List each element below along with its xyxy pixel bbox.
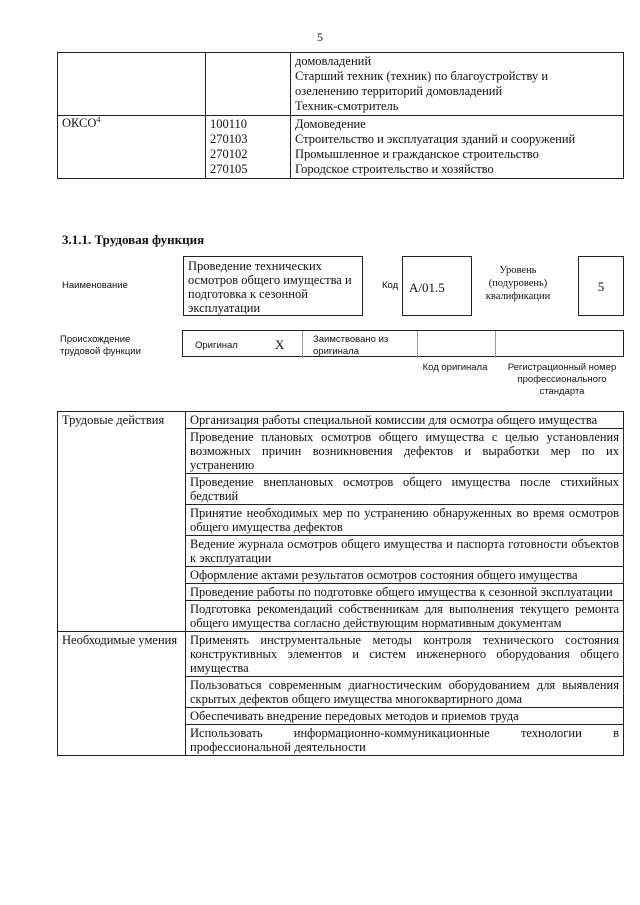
labor-action-item: Проведение внеплановых осмотров общего имущества после стихийных бедствий: [186, 474, 624, 505]
okso-label: ОКСО: [62, 116, 97, 130]
original-code-caption: Код оригинала: [422, 362, 488, 373]
skill-item: Использовать информационно-коммуникационные технологии в профессиональной деятельности: [186, 725, 624, 756]
original-mark: Х: [275, 337, 285, 352]
name-label: Наименование: [62, 280, 128, 291]
code-label: Код: [382, 280, 399, 291]
table-cell: [291, 53, 624, 116]
borrowed-label: Заимствовано из оригинала: [313, 334, 389, 357]
registration-number-caption: Регистрационный номер профессионального стандарта: [507, 362, 617, 397]
text-line: домовладений: [295, 54, 372, 68]
labor-action-item: Подготовка рекомендаций собственникам для выполнения текущего ремонта общего имущества согласно действующим нормативным документам: [186, 601, 624, 632]
required-skills-heading: Необходимые умения: [58, 632, 186, 756]
text-line: Техник-смотритель: [295, 99, 399, 113]
labor-action-item: Принятие необходимых мер по устранению обнаруженных во время осмотров общего имущества дефектов: [186, 505, 624, 536]
original-label: Оригинал: [195, 340, 238, 351]
code-line: 100110: [210, 117, 248, 131]
text-line: Домоведение: [295, 117, 366, 131]
code-line: 270103: [210, 132, 248, 146]
origin-label: Происхождение трудовой функции: [60, 334, 141, 357]
code-line: 270102: [210, 147, 248, 161]
text-line: озеленению территорий домовладений: [295, 84, 503, 98]
code-line: 270105: [210, 162, 248, 176]
labor-actions-heading: Трудовые действия: [58, 412, 186, 632]
table-cell: [291, 116, 624, 179]
table-row: [58, 632, 624, 677]
labor-action-item: Организация работы специальной комиссии для осмотра общего имущества: [186, 412, 624, 429]
table-row: [58, 53, 624, 116]
qualification-level-box: 5: [578, 256, 624, 316]
labor-action-item: Проведение плановых осмотров общего имущества с целью установления возможных причин возникновения дефектов и выработки мер по их устранению: [186, 429, 624, 474]
text-line: Городское строительство и хозяйство: [295, 162, 494, 176]
labor-action-item: Оформление актами результатов осмотров состояния общего имущества: [186, 567, 624, 584]
function-details-table: [57, 411, 624, 756]
labor-action-item: Проведение работы по подготовке общего имущества к сезонной эксплуатации: [186, 584, 624, 601]
table-cell: [58, 53, 206, 116]
skill-item: Обеспечивать внедрение передовых методов и приемов труда: [186, 708, 624, 725]
labor-action-item: Ведение журнала осмотров общего имущества и паспорта готовности объектов к эксплуатации: [186, 536, 624, 567]
text-line: Старший техник (техник) по благоустройству и: [295, 69, 549, 83]
text-line: Строительство и эксплуатация зданий и сооружений: [295, 132, 576, 146]
origin-row: [182, 330, 624, 357]
text-line: Промышленное и гражданское строительство: [295, 147, 539, 161]
function-name-box: Проведение технических осмотров общего имущества и подготовка к сезонной эксплуатации: [183, 256, 363, 316]
footnote-marker: 4: [96, 114, 101, 124]
table-row: [58, 116, 624, 179]
table-row: [58, 412, 624, 429]
table-cell: [58, 116, 206, 179]
skill-item: Применять инструментальные методы контроля технического состояния конструктивных элементов и систем инженерного оборудования общего имущества: [186, 632, 624, 677]
table-cell: [206, 53, 291, 116]
table-cell: [206, 116, 291, 179]
section-title: 3.1.1. Трудовая функция: [62, 232, 205, 247]
page-number: 5: [317, 30, 323, 44]
qualification-level-label: Уровень (подуровень) квалификации: [485, 265, 551, 302]
orig-code-cell: [418, 331, 496, 358]
function-code-box: А/01.5: [402, 256, 472, 316]
skill-item: Пользоваться современным диагностическим оборудованием для выявления скрытых дефектов общего имущества многоквартирного дома: [186, 677, 624, 708]
classification-table: [57, 52, 624, 179]
